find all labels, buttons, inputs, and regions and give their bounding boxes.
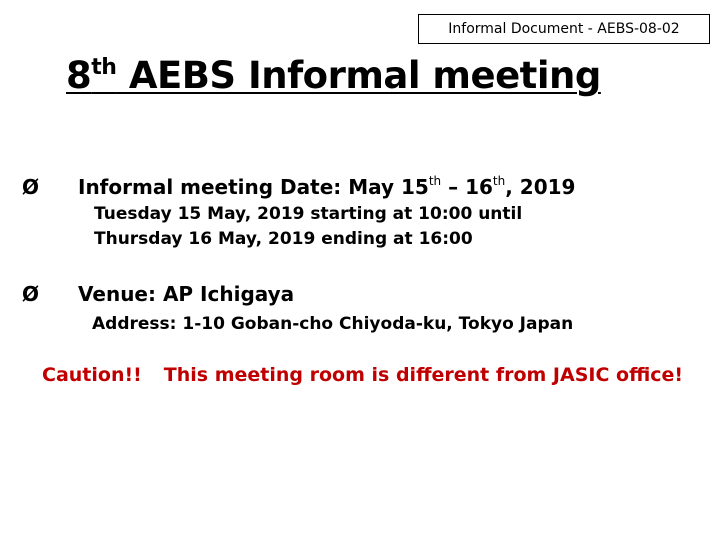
title-ordinal-suffix: th	[91, 55, 117, 80]
venue-label: Venue: AP Ichigaya	[78, 282, 295, 306]
date-heading	[22, 174, 575, 199]
venue-address: Address: 1-10 Goban-cho Chiyoda-ku, Tokyo Japan	[92, 314, 574, 334]
page-title	[66, 54, 601, 97]
title-number: 8	[66, 54, 92, 97]
caution-notice	[42, 364, 683, 386]
date-start-line: Tuesday 15 May, 2019 starting at 10:00 until	[94, 204, 523, 224]
caution-label: Caution!!	[42, 364, 142, 386]
caution-message: This meeting room is different from JASIC office!	[163, 364, 684, 386]
date-label	[78, 174, 575, 199]
document-id-box	[418, 14, 710, 44]
date-label-mid: – 16	[441, 175, 493, 199]
date-sup-2: th	[492, 174, 506, 188]
arrow-bullet-icon: Ø	[22, 175, 40, 199]
title-text: AEBS Informal meeting	[116, 54, 601, 97]
venue-heading	[22, 282, 294, 306]
date-label-tail: , 2019	[505, 175, 576, 199]
date-sup-1: th	[428, 174, 442, 188]
date-label-prefix: Informal meeting Date: May 15	[78, 175, 429, 199]
date-end-line: Thursday 16 May, 2019 ending at 16:00	[94, 229, 473, 249]
arrow-bullet-icon: Ø	[22, 282, 40, 306]
document-id-text: Informal Document - AEBS-08-02	[448, 21, 680, 37]
